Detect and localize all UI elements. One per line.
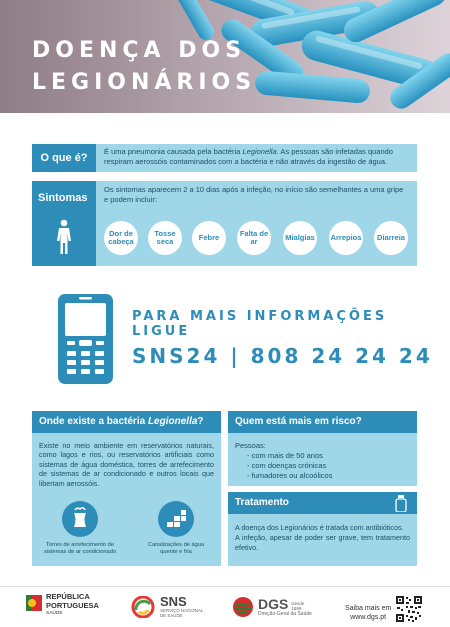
dgs-since-1: Desde: [291, 600, 305, 606]
where-text: Existe no meio ambiente em reservatórios naturais, como lagos e rios, ou reservatórios artificiais como sistemas de água doméstica, torres de arrefecimento de sistemas de ar condicionado e outros locais que libertam aerossóis.: [39, 441, 214, 488]
qr-code-icon[interactable]: [396, 596, 422, 622]
portugal-flag-emblem-icon: [26, 593, 42, 613]
what-is-text: É uma pneumonia causada pela bactéria Legionella. As pessoas são infetadas quando respiram aerossóis contaminados com a bactéria e não através da ingestão de água.: [104, 147, 393, 166]
sns-text: SNS: [160, 594, 187, 609]
symptom-item: Febre: [192, 221, 226, 255]
treatment-text-2: A infeção, apesar de poder ser grave, tem tratamento efetivo.: [235, 533, 410, 552]
dgs-logo: [232, 596, 312, 618]
cooling-tower-caption: Torres de arrefecimento de sistemas de ar condicionado: [43, 542, 117, 555]
human-body-icon: [54, 219, 74, 255]
symptoms-section: [32, 181, 417, 266]
know-more-label: Saiba mais em: [345, 605, 392, 612]
sns-symbol-icon: [130, 596, 156, 618]
treatment-title: Tratamento: [228, 492, 417, 514]
risk-title: Quem está mais em risco?: [228, 411, 417, 433]
where-title: Onde existe a bactéria Legionella?: [32, 411, 221, 433]
symptom-item: Arrepios: [329, 221, 363, 255]
symptoms-label: Sintomas: [38, 192, 88, 204]
republica-sub: SAÚDE: [46, 611, 63, 616]
cooling-tower-icon: [62, 501, 98, 537]
medicine-bottle-icon: [395, 495, 407, 512]
symptom-item: Mialgias: [283, 221, 317, 255]
title-line-1: DOENÇA DOS: [32, 38, 247, 63]
what-is-label: O que é?: [32, 144, 96, 172]
know-more[interactable]: [345, 604, 391, 622]
phone-number[interactable]: SNS24 | 808 24 24 24: [132, 344, 433, 368]
title-line-2: LEGIONÁRIOS: [32, 70, 257, 95]
mobile-phone-icon: [58, 294, 113, 384]
what-is-section: [32, 144, 417, 172]
republica-line-2: PORTUGUESA: [46, 600, 99, 610]
symptom-item: Tosse seca: [148, 221, 182, 255]
risk-body: [235, 441, 410, 481]
website-link[interactable]: www.dgs.pt: [350, 614, 387, 621]
pipes-icon: [158, 501, 194, 537]
dgs-symbol-icon: [232, 596, 254, 618]
sns-sub-1: SERVIÇO NACIONAL: [160, 608, 204, 613]
treatment-body: [235, 523, 410, 553]
sns-logo: [130, 596, 203, 618]
where-panel: [32, 411, 221, 566]
symptom-item: Diarreia: [374, 221, 408, 255]
dgs-text: DGS: [258, 595, 289, 612]
header-banner: [0, 0, 450, 113]
symptom-item: Falta de ar: [237, 221, 271, 255]
pipes-caption: Canalizações de água quente e fria: [147, 542, 205, 555]
risk-item: - com mais de 50 anos: [247, 451, 323, 460]
symptom-item: Dor de cabeça: [104, 221, 138, 255]
symptoms-text: Os sintomas aparecem 2 a 10 dias após a infeção, no início são semelhantes a uma gripe e podem incluir:: [104, 185, 404, 204]
republica-portuguesa-logo: [26, 593, 99, 616]
treatment-panel: [228, 492, 417, 566]
symptoms-label-box: [32, 181, 96, 266]
dgs-since-2: 1899: [291, 605, 302, 611]
dgs-sub: Direção-Geral da Saúde: [258, 610, 312, 617]
risk-item: - fumadores ou alcoólicos: [247, 471, 333, 480]
republica-line-1: REPÚBLICA: [46, 592, 90, 601]
risk-item: - com doenças crónicas: [247, 461, 327, 470]
footer-divider: [0, 586, 450, 587]
more-info-heading: PARA MAIS INFORMAÇÕES LIGUE: [132, 309, 388, 339]
risk-panel: [228, 411, 417, 486]
risk-intro: Pessoas:: [235, 441, 266, 450]
treatment-text-1: A doença dos Legionários é tratada com antibióticos.: [235, 523, 404, 532]
sns-sub-2: DE SAÚDE: [160, 613, 183, 618]
